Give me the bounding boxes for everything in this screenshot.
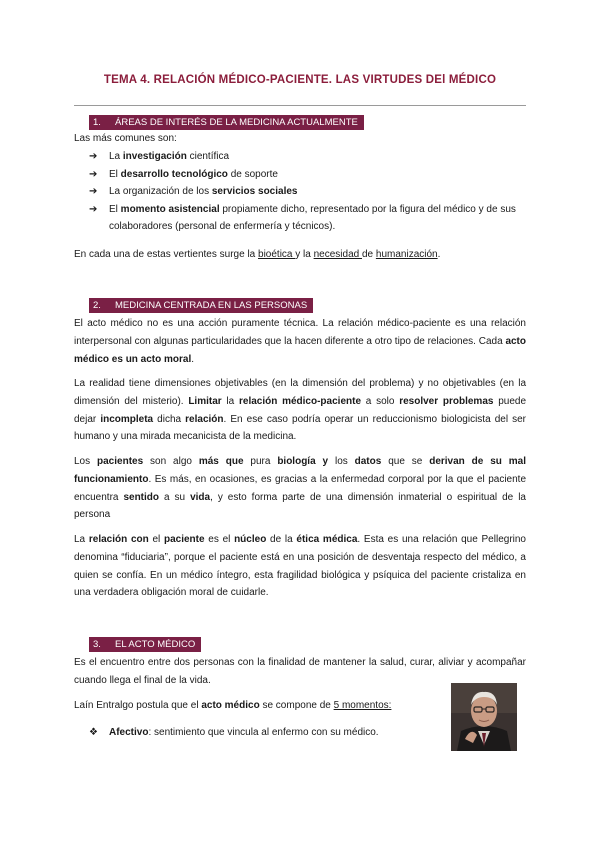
- section-3-title: EL ACTO MÉDICO: [115, 639, 196, 650]
- arrow-bullet-icon: ➔: [89, 168, 98, 180]
- section-2-paragraph-4: La relación con el paciente es el núcleo de la ética médica. Esta es una relación que Pellegrino denomina “fiduciaria”, porque el paciente está en una posición de desventaja respecto del médico, a quien se confía. En un médico íntegro, esta fragilidad biológica y psíquica del paciente cristaliza en una verdadera obligación moral de cuidarle.: [74, 534, 526, 599]
- section-3-bullet: ❖ Afectivo: sentimiento que vincula al enfermo con su médico.: [89, 724, 439, 742]
- list-item: ➔ La investigación científica: [89, 148, 526, 166]
- list-item: ➔ El desarrollo tecnológico de soporte: [89, 166, 526, 184]
- section-2-number: 2.: [93, 300, 101, 311]
- section-2-title: MEDICINA CENTRADA EN LAS PERSONAS: [115, 300, 308, 311]
- section-3-heading: [89, 637, 201, 652]
- portrait-illustration: [451, 683, 517, 751]
- section-1-heading: [89, 115, 364, 130]
- section-2-paragraph-3: Los pacientes son algo más que pura biología y los datos que se derivan de su mal funcionamiento. Es más, en ocasiones, es gracias a la enfermedad corporal por la que el paciente encuentra sentido a su vida, y esto forma parte de una dimensión inmaterial o espiritual de la persona: [74, 456, 527, 521]
- section-2-paragraph-2: La realidad tiene dimensiones objetivables (en la dimensión del problema) y no objetivables (en la dimensión del misterio). Limitar la relación médico-paciente a solo resolver problemas puede dejar incompleta dicha relación. En ese caso podría operar un reduccionismo biologicista del ser humano y una mirada mecanicista de la medicina.: [74, 378, 527, 443]
- list-item: ➔ La organización de los servicios sociales: [89, 183, 526, 201]
- section-1-intro: Las más comunes son:: [74, 133, 177, 144]
- link-bioetica: bioética: [258, 249, 296, 260]
- section-3-paragraph-1: Es el encuentro entre dos personas con la finalidad de mantener la salud, curar, aliviar y acompañar cuando llega el final de la vida.: [74, 657, 526, 686]
- list-item: ➔ El momento asistencial propiamente dicho, representado por la figura del médico y de sus colaboradores (personal de enfermería y técnicos).: [89, 201, 526, 236]
- arrow-bullet-icon: ➔: [89, 151, 98, 162]
- arrow-bullet-icon: ➔: [89, 203, 98, 215]
- portrait-photo: [451, 683, 517, 751]
- section-1-title: ÁREAS DE INTERÉS DE LA MEDICINA ACTUALMENTE: [115, 117, 358, 128]
- section-3-paragraph-2: Laín Entralgo postula que el acto médico se compone de 5 momentos:: [74, 700, 392, 711]
- page-title: TEMA 4. RELACIÓN MÉDICO-PACIENTE. LAS VIRTUDES DEl MÉDICO: [103, 74, 497, 86]
- section-1-list: [89, 148, 526, 236]
- section-1-number: 1.: [93, 117, 101, 128]
- section-2-heading: [89, 298, 313, 313]
- section-3-number: 3.: [93, 639, 101, 650]
- section-2-paragraph-1: El acto médico no es una acción puramente técnica. La relación médico-paciente es una relación interpersonal con algunas particularidades que la hacen diferente a otro tipo de relaciones. Cada acto médico es un acto moral.: [74, 318, 526, 365]
- title-divider: [74, 105, 526, 106]
- diamond-bullet-icon: ❖: [89, 727, 98, 738]
- arrow-bullet-icon: ➔: [89, 186, 98, 198]
- section-1-closing: En cada una de estas vertientes surge la bioética y la necesidad de humanización.: [74, 249, 441, 260]
